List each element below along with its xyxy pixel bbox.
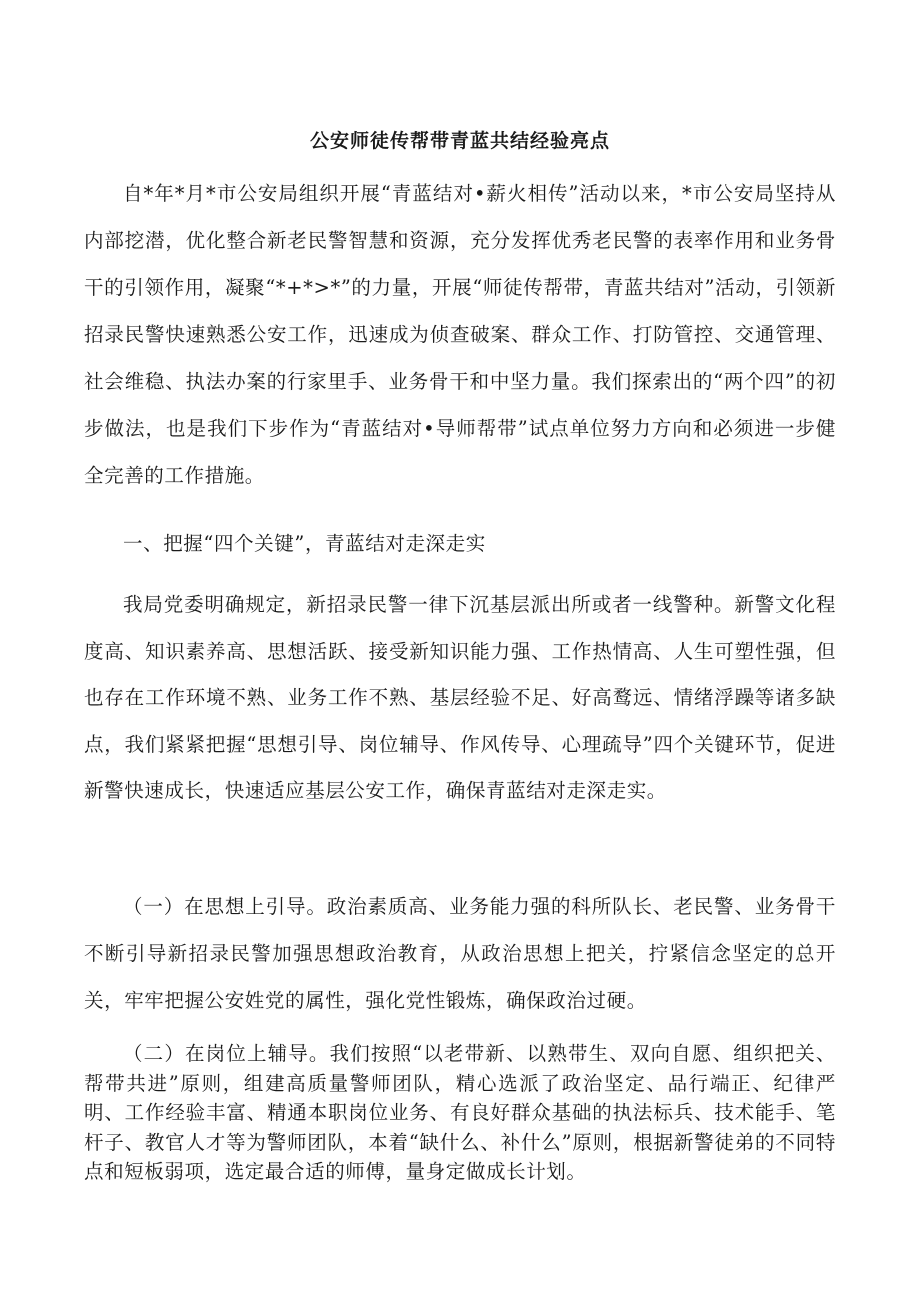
- intro-paragraph: 自*年*月*市公安局组织开展“青蓝结对•薪火相传”活动以来，*市公安局坚持从内部挖潜，优化整合新老民警智慧和资源，充分发挥优秀老民警的表率作用和业务骨干的引领作用，凝聚“*+*>*”的力量，开展“师徒传帮带，青蓝共结对”活动，引领新招录民警快速熟悉公安工作，迅速成为侦查破案、群众工作、打防管控、交通管理、社会维稳、执法办案的行家里手、业务骨干和中坚力量。我们探索出的“两个四”的初步做法，也是我们下步作为“青蓝结对•导师帮带”试点单位努力方向和必须进一步健全完善的工作措施。: [84, 182, 836, 487]
- subsection-ideology-paragraph: （一）在思想上引导。政治素质高、业务能力强的科所队长、老民警、业务骨干不断引导新招录民警加强思想政治教育，从政治思想上把关，拧紧信念坚定的总开关，牢牢把握公安姓党的属性，强化党性锻炼，确保政治过硬。: [84, 895, 836, 1012]
- section-one-paragraph: 我局党委明确规定，新招录民警一律下沉基层派出所或者一线警种。新警文化程度高、知识素养高、思想活跃、接受新知识能力强、工作热情高、人生可塑性强，但也存在工作环境不熟、业务工作不熟、基层经验不足、好高鹜远、情绪浮躁等诸多缺点，我们紧紧把握“思想引导、岗位辅导、作风传导、心理疏导”四个关键环节，促进新警快速成长，快速适应基层公安工作，确保青蓝结对走深走实。: [84, 593, 836, 802]
- section-heading-one: 一、把握“四个关键”，青蓝结对走深走实: [123, 532, 486, 555]
- subsection-post-paragraph: （二）在岗位上辅导。我们按照“以老带新、以熟带生、双向自愿、组织把关、帮带共进”原则，组建高质量警师团队，精心选派了政治坚定、品行端正、纪律严明、工作经验丰富、精通本职岗位业务、有良好群众基础的执法标兵、技术能手、笔杆子、教官人才等为警师团队，本着“缺什么、补什么”原则，根据新警徒弟的不同特点和短板弱项，选定最合适的师傅，量身定做成长计划。: [84, 1042, 836, 1183]
- document-title: 公安师徒传帮带青蓝共结经验亮点: [309, 130, 610, 152]
